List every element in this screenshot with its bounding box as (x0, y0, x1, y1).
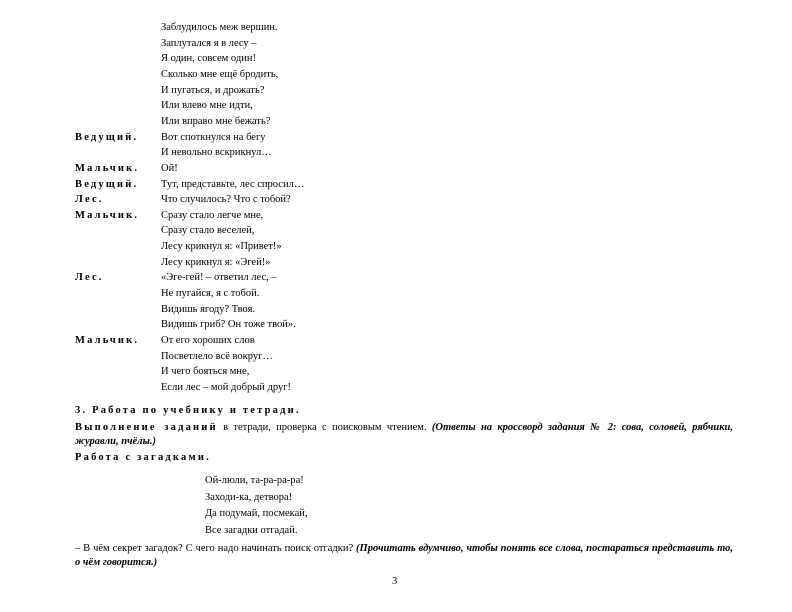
dialogue-line: Сразу стало легче мне, (161, 209, 264, 221)
dialogue-line: Посветлело всё вокруг… (161, 350, 273, 362)
dialogue-line: Ой! (161, 162, 178, 174)
dialogue-line: Сразу стало веселей, (161, 225, 255, 237)
dialogue-line: И невольно вскрикнул… (161, 147, 272, 159)
task-paragraph (75, 421, 733, 449)
riddles-heading (75, 452, 211, 464)
dialogue-line: И чего бояться мне, (161, 366, 250, 378)
speaker-label: Лес. (75, 194, 104, 206)
task-text: в тетради, проверка с поисковым чтением. (217, 422, 432, 433)
dialogue-line: Тут, представьте, лес спросил… (161, 178, 305, 190)
page-number: 3 (392, 576, 398, 587)
poem-line: Все загадки отгадай. (205, 524, 298, 536)
dialogue-line: Я один, совсем один! (161, 53, 256, 65)
section-heading (75, 405, 301, 417)
speaker-label: Лес. (75, 272, 104, 284)
question-hint: (Прочитать вдумчиво, чтобы понять все слова, постараться представить то, о чём говорится.) (75, 543, 733, 568)
poem-line: Заходи-ка, детвора! (205, 491, 293, 503)
riddles-heading-text: Работа с загадками. (75, 452, 211, 463)
poem-line: Да подумай, посмекай, (205, 508, 308, 519)
dialogue-line: Если лес – мой добрый друг! (161, 381, 292, 393)
dialogue-line: Лесу крикнул я: «Привет!» (161, 241, 282, 253)
speaker-label: Мальчик. (75, 162, 140, 174)
speaker-label: Мальчик. (75, 209, 140, 221)
task-answer: (Ответы на кроссворд задания № 2: сова, соловей, рябчики, журавли, пчёлы.) (75, 422, 733, 447)
dialogue-line: Или вправо мне бежать? (161, 115, 271, 127)
section-heading-text: 3. Работа по учебнику и тетради. (75, 405, 301, 416)
question-paragraph (75, 542, 733, 570)
dialogue-line: «Эге-гей! – ответил лес, – (161, 272, 277, 284)
dialogue-line: Лесу крикнул я: «Эгей!» (161, 256, 271, 268)
dialogue-line: Сколько мне ещё бродить, (161, 68, 279, 80)
speaker-label: Мальчик. (75, 335, 140, 346)
dialogue-line: Заблудилось меж вершин. (161, 22, 278, 33)
question-text: – В чём секрет загадок? С чего надо начинать поиск отгадки? (75, 543, 357, 554)
dialogue-line: Видишь гриб? Он тоже твой». (161, 319, 296, 331)
dialogue-line: От его хороших слов (161, 335, 255, 346)
dialogue-line: Видишь ягоду? Твоя. (161, 303, 256, 315)
speaker-label: Ведущий. (75, 178, 139, 190)
speaker-label: Ведущий. (75, 131, 139, 143)
dialogue-line: Не пугайся, я с тобой. (161, 288, 260, 300)
dialogue-line: Или влево мне идти, (161, 100, 253, 112)
dialogue-line: Вот споткнулся на бегу (161, 131, 266, 143)
dialogue-line: Заплутался я в лесу – (161, 37, 257, 49)
poem-line: Ой-люли, та-ра-ра-ра! (205, 475, 304, 486)
task-lead: Выполнение заданий (75, 422, 218, 433)
dialogue-line: И пугаться, и дрожать? (161, 84, 265, 96)
dialogue-line: Что случилось? Что с тобой? (161, 194, 291, 206)
